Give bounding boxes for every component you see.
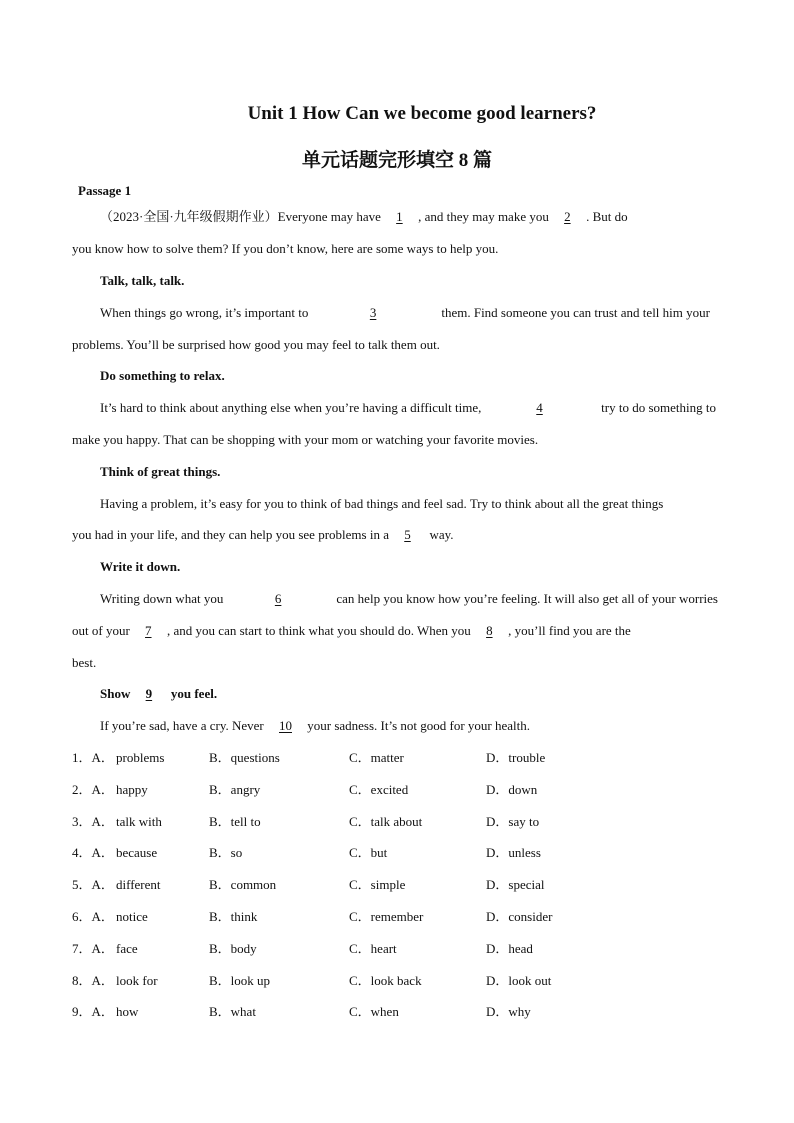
option-c[interactable]: C．simple <box>349 877 406 893</box>
option-b[interactable]: B．tell to <box>209 813 261 829</box>
option-number: 6．A． <box>72 909 114 924</box>
option-number: 1．A． <box>72 750 114 765</box>
option-d[interactable]: D．head <box>486 940 533 956</box>
document-title-cn: 单元话题完形填空 8 篇 <box>301 150 492 171</box>
option-number: 9．A． <box>72 1004 114 1020</box>
option-b[interactable]: B．so <box>209 845 243 861</box>
option-d[interactable]: D．unless <box>486 845 541 861</box>
text-span: your sadness. It’s not good for your health. <box>307 718 531 733</box>
option-number: 2．A． <box>72 781 114 797</box>
text-span: , you’ll find you are the <box>508 623 631 638</box>
option-a[interactable]: face <box>116 940 138 956</box>
option-b[interactable]: B．common <box>209 877 277 893</box>
paragraph-2-line-1 <box>100 305 710 321</box>
option-a[interactable]: happy <box>116 781 148 797</box>
blank-7[interactable]: 7 <box>145 623 152 638</box>
text-span: out of your <box>72 623 130 638</box>
text-span: you feel. <box>170 686 218 701</box>
option-d[interactable]: D．why <box>486 1004 531 1020</box>
paragraph-5-line-2 <box>72 623 718 639</box>
option-d[interactable]: D．trouble <box>486 750 546 765</box>
option-number: 7．A． <box>72 940 114 956</box>
text-span: , and they may make you <box>418 209 549 224</box>
blank-10[interactable]: 10 <box>279 718 292 733</box>
option-c[interactable]: C．matter <box>349 750 404 765</box>
option-b[interactable]: B．think <box>209 909 258 924</box>
option-b[interactable]: B．angry <box>209 781 261 797</box>
text-span: Writing down what you <box>100 591 224 606</box>
blank-5[interactable]: 5 <box>404 527 411 542</box>
option-b[interactable]: B．what <box>209 1004 256 1020</box>
option-c[interactable]: C．talk about <box>349 813 423 829</box>
document-title-en: Unit 1 How Can we become good learners? <box>247 103 597 124</box>
blank-3[interactable]: 3 <box>369 305 377 320</box>
paragraph-5-line-1 <box>100 591 718 607</box>
text-span: you had in your life, and they can help you see problems in a <box>72 527 389 542</box>
paragraph-4-line-1: Having a problem, it’s easy for you to think of bad things and feel sad. Try to think about all the great things <box>100 496 664 511</box>
passage-label: Passage 1 <box>78 183 132 198</box>
paragraph-3-line-2: make you happy. That can be shopping with your mom or watching your favorite movies. <box>72 432 539 447</box>
option-c[interactable]: C．but <box>349 845 388 861</box>
blank-9[interactable]: 9 <box>145 686 153 701</box>
option-d[interactable]: D．down <box>486 781 538 797</box>
text-span: try to do something to <box>601 400 716 415</box>
option-b[interactable]: B．questions <box>209 750 280 765</box>
option-a[interactable]: problems <box>116 750 165 765</box>
source-tag: （2023·全国·九年级假期作业） <box>100 209 278 224</box>
paragraph-2-line-2: problems. You’ll be surprised how good you may feel to talk them out. <box>72 337 440 352</box>
option-a[interactable]: talk with <box>116 813 162 829</box>
heading-write: Write it down. <box>100 559 181 574</box>
option-a[interactable]: look for <box>116 972 158 988</box>
option-a[interactable]: notice <box>116 909 148 924</box>
text-span: can help you know how you’re feeling. It will also get all of your worries <box>336 591 718 606</box>
option-a[interactable]: how <box>116 1004 139 1020</box>
text-span: When things go wrong, it’s important to <box>100 305 309 320</box>
option-b[interactable]: B．body <box>209 940 257 956</box>
blank-4[interactable]: 4 <box>536 400 543 415</box>
paragraph-5-line-3: best. <box>72 655 97 670</box>
paragraph-6-line-1 <box>100 718 750 734</box>
text-span: way. <box>429 527 454 542</box>
blank-6[interactable]: 6 <box>274 591 282 606</box>
option-d[interactable]: D．special <box>486 877 545 893</box>
option-number: 4．A． <box>72 845 114 861</box>
text-span: It’s hard to think about anything else when you’re having a difficult time, <box>100 400 482 415</box>
heading-talk: Talk, talk, talk. <box>100 273 185 288</box>
paragraph-1-line-1 <box>100 209 714 225</box>
option-d[interactable]: D．say to <box>486 813 540 829</box>
text-span: Everyone may have <box>277 209 381 224</box>
paragraph-3-line-1 <box>100 400 716 416</box>
option-b[interactable]: B．look up <box>209 972 271 988</box>
blank-2[interactable]: 2 <box>564 209 571 224</box>
heading-relax: Do something to relax. <box>100 368 225 383</box>
text-span: . But do <box>586 209 628 224</box>
heading-great-things: Think of great things. <box>100 464 221 479</box>
text-span: , and you can start to think what you should do. When you <box>167 623 471 638</box>
option-number: 8．A． <box>72 972 114 988</box>
option-c[interactable]: C．look back <box>349 972 422 988</box>
option-a[interactable]: different <box>116 877 161 893</box>
option-c[interactable]: C．remember <box>349 909 424 924</box>
option-c[interactable]: C．heart <box>349 940 397 956</box>
paragraph-1-line-2: you know how to solve them? If you don’t know, here are some ways to help you. <box>72 241 499 256</box>
option-number: 3．A． <box>72 813 114 829</box>
option-d[interactable]: D．consider <box>486 909 553 924</box>
option-a[interactable]: because <box>116 845 158 861</box>
option-number: 5．A． <box>72 877 114 893</box>
heading-show <box>100 686 750 702</box>
text-span: Show <box>100 686 131 701</box>
text-span: If you’re sad, have a cry. Never <box>100 718 264 733</box>
paragraph-4-line-2 <box>72 527 722 543</box>
blank-1[interactable]: 1 <box>396 209 403 224</box>
blank-8[interactable]: 8 <box>486 623 493 638</box>
option-c[interactable]: C．excited <box>349 781 409 797</box>
option-c[interactable]: C．when <box>349 1004 399 1020</box>
option-d[interactable]: D．look out <box>486 972 552 988</box>
text-span: them. Find someone you can trust and tell him your <box>441 305 710 320</box>
